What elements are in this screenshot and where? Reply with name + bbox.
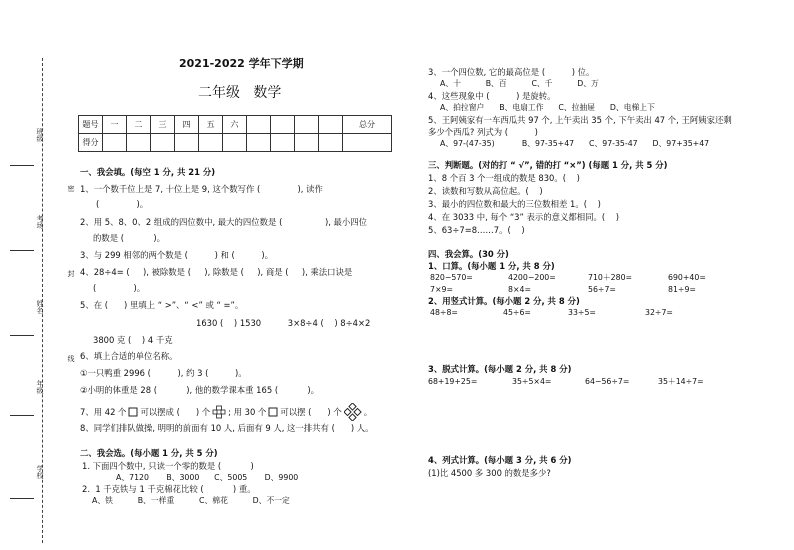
- question-line: 多少个西瓜? 列式为 ( ): [428, 127, 538, 137]
- options-line: A、十 B、百 C、千 D、万: [440, 79, 599, 88]
- score-input-cell[interactable]: [343, 134, 392, 152]
- stepwise-problem: 35＋14÷7=: [658, 377, 704, 386]
- seal-char: 封: [67, 270, 75, 277]
- question-line: 1630 ( ) 1530 3×8÷4 ( ) 8÷4×2: [196, 318, 371, 328]
- score-input-cell[interactable]: [199, 134, 223, 152]
- judge-item: 1、8 个百 3 个一组成的数是 830。( ): [428, 173, 580, 183]
- question-line: ( )。: [96, 199, 149, 209]
- diamond-pattern-icon: [344, 403, 362, 421]
- question-line-7: [80, 403, 372, 421]
- table-cell: 三: [151, 116, 175, 134]
- cross-pattern-icon: [212, 405, 226, 419]
- binding-label-room: 考场: [36, 215, 44, 229]
- oral-problem: 820−570=: [430, 273, 473, 282]
- judge-item: 3、最小的四位数和最大的三位数相差 1。( ): [428, 199, 601, 209]
- question-line: 4、这些现象中 ( ) 是旋转。: [428, 91, 556, 101]
- binding-label-grade: 年级: [36, 380, 44, 394]
- score-header-row: [79, 116, 392, 134]
- score-input-cell[interactable]: [175, 134, 199, 152]
- oral-problem: 8×4=: [508, 285, 531, 294]
- score-input-cell[interactable]: [319, 134, 343, 152]
- table-cell: [319, 116, 343, 134]
- vertical-problem: 48÷8=: [430, 308, 458, 317]
- answer-line: [10, 498, 34, 499]
- stepwise-problem: 35÷5×4=: [512, 377, 552, 386]
- oral-problem: 7×9=: [430, 285, 453, 294]
- question-line: ( )。: [93, 283, 146, 293]
- subsection-word-problems: 4、列式计算。(每小题 3 分, 共 6 分): [428, 455, 572, 465]
- score-value-row: [79, 134, 392, 152]
- table-cell: 得分: [79, 134, 103, 152]
- table-cell: [247, 116, 271, 134]
- answer-line: [10, 335, 34, 336]
- score-input-cell[interactable]: [271, 134, 295, 152]
- question-line: 8、同学们排队做操, 明明的前面有 10 人, 后面有 9 人, 这一排共有 ( ) 人。: [80, 423, 374, 433]
- vertical-problem: 33÷5=: [568, 308, 596, 317]
- table-cell: 题号: [79, 116, 103, 134]
- question-line: 3、与 299 相邻的两个数是 ( ) 和 ( )。: [80, 250, 274, 260]
- table-cell: 五: [199, 116, 223, 134]
- q7-text-e: 。: [363, 406, 373, 417]
- judge-item: 2、读数和写数从高位起。( ): [428, 186, 543, 196]
- subsection-stepwise: 3、脱式计算。(每小题 2 分, 共 8 分): [428, 364, 572, 374]
- options-line: A、7120 B、3000 C、5005 D、9900: [116, 473, 299, 482]
- vertical-problem: 45÷6=: [503, 308, 531, 317]
- oral-problem: 690+40=: [668, 273, 706, 282]
- score-input-cell[interactable]: [223, 134, 247, 152]
- table-cell: [271, 116, 295, 134]
- question-line: 5、在 ( ) 里填上 “ >”、“ <” 或 “ =”。: [80, 300, 244, 310]
- oral-problem: 4200−200=: [508, 273, 556, 282]
- page-title: 二年级 数学: [198, 85, 282, 101]
- vertical-problem: 32÷7=: [645, 308, 673, 317]
- table-cell: 一: [103, 116, 127, 134]
- seal-char: 密: [67, 185, 75, 192]
- binding-label-name: 姓名: [36, 300, 44, 314]
- q7-text-a: 7、用 42 个: [80, 406, 127, 417]
- options-line: A、铁 B、一样重 C、棉花 D、不一定: [92, 496, 290, 505]
- answer-line: [10, 415, 34, 416]
- judge-item: 5、63÷7=8……7。( ): [428, 225, 525, 235]
- question-line: 6、填上合适的单位名称。: [80, 351, 178, 361]
- section-4-title: 四、我会算。(30 分): [428, 249, 509, 259]
- score-table: [78, 115, 392, 152]
- question-line: 3800 克 ( ) 4 千克: [93, 335, 173, 345]
- oral-problem: 710＋280=: [588, 273, 633, 282]
- question-line: 1. 下面四个数中, 只读一个零的数是 ( ): [82, 461, 254, 471]
- question-line: 2、用 5、8、0、2 组成的四位数中, 最大的四位数是 ( ), 最小四位: [80, 217, 368, 227]
- word-problem: (1)比 4500 多 300 的数是多少?: [428, 468, 551, 478]
- small-square-icon: [268, 407, 278, 417]
- question-line: 的数是 ( )。: [93, 233, 165, 243]
- options-line: A、97-(47-35) B、97-35+47 C、97-35-47 D、97+35+47: [440, 139, 710, 148]
- q7-text-c: ; 用 30 个: [228, 406, 267, 417]
- score-input-cell[interactable]: [103, 134, 127, 152]
- subsection-vertical: 2、用竖式计算。(每小题 2 分, 共 8 分): [428, 296, 580, 306]
- table-cell: 二: [127, 116, 151, 134]
- small-square-icon: [128, 407, 138, 417]
- oral-problem: 81÷9=: [668, 285, 696, 294]
- stepwise-problem: 64−56÷7=: [585, 377, 630, 386]
- table-cell: [295, 116, 319, 134]
- question-line: 1、一个数千位上是 7, 十位上是 9, 这个数写作 ( ), 读作: [80, 184, 323, 194]
- question-line: ②小明的体重是 28 ( ), 他的数学课本重 165 ( )。: [80, 385, 320, 395]
- question-line: 4、28÷4= ( ), 被除数是 ( ), 除数是 ( ), 商是 ( ), 乘法口诀是: [80, 267, 353, 277]
- question-line: 2. 1 千克铁与 1 千克棉花比较 ( ) 重。: [82, 484, 256, 494]
- seal-char: 线: [67, 355, 75, 362]
- section-1-title: 一、我会填。(每空 1 分, 共 21 分): [80, 167, 216, 177]
- score-input-cell[interactable]: [295, 134, 319, 152]
- score-input-cell[interactable]: [151, 134, 175, 152]
- question-line: 5、王阿姨家有一车西瓜共 97 个, 上午卖出 35 个, 下午卖出 47 个, 王阿姨家还剩: [428, 115, 732, 125]
- score-input-cell[interactable]: [127, 134, 151, 152]
- stepwise-problem: 68+19+25=: [428, 377, 478, 386]
- oral-problem: 56÷7=: [588, 285, 616, 294]
- options-line: A、拍拉窗户 B、电扇工作 C、拉抽屉 D、电梯上下: [440, 103, 655, 112]
- table-cell: 四: [175, 116, 199, 134]
- answer-line: [10, 250, 34, 251]
- section-3-title: 三、判断题。(对的打 “ √”, 错的打 “×”) (每题 1 分, 共 5 分): [428, 160, 668, 170]
- section-2-title: 二、我会选。(每小题 1 分, 共 5 分): [80, 448, 218, 458]
- q7-text-b: 可以摆成 ( ) 个: [140, 406, 211, 417]
- year-title: 2021-2022 学年下学期: [179, 57, 304, 70]
- score-input-cell[interactable]: [247, 134, 271, 152]
- binding-label-class: 班级: [36, 128, 44, 142]
- q7-text-d: 可以摆 ( ) 个: [280, 406, 342, 417]
- table-cell: 总分: [343, 116, 392, 134]
- table-cell: 六: [223, 116, 247, 134]
- judge-item: 4、在 3033 中, 每个 “3” 表示的意义都相同。( ): [428, 212, 620, 222]
- subsection-oral: 1、口算。(每小题 1 分, 共 8 分): [428, 261, 555, 271]
- question-line: ①一只鸭重 2996 ( ), 约 3 ( )。: [80, 368, 247, 378]
- question-line: 3、一个四位数, 它的最高位是 ( ) 位。: [428, 67, 595, 77]
- answer-line: [10, 165, 34, 166]
- binding-label-school: 学校: [36, 465, 44, 479]
